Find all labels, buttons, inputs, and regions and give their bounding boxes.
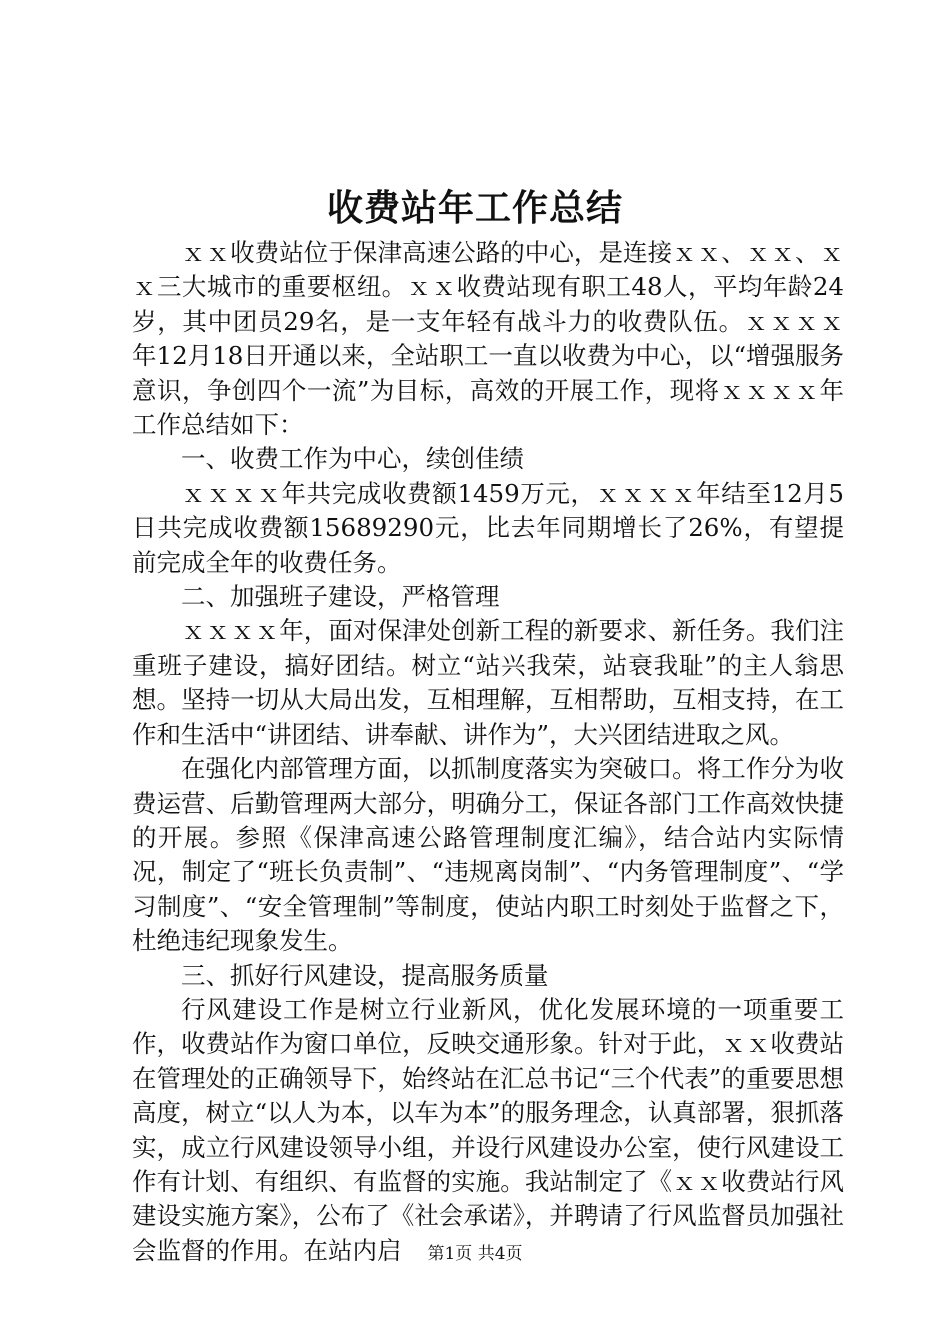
paragraph-service-quality: 行风建设工作是树立行业新风，优化发展环境的一项重要工作，收费站作为窗口单位，反映交通形象。针对于此，ｘｘ收费站在管理处的正确领导下，始终站在汇总书记“三个代表”的重要思想高度，树立“以人为本，以车为本”的服务理念，认真部署，狠抓落实，成立行风建设领导小组，并设行风建设办公室，使行风建设工作有计划、有组织、有监督的实施。我站制定了《ｘｘ收费站行风建设实施方案》，公布了《社会承诺》，并聘请了行风监督员加强社会监督的作用。在站内启 [132, 994, 844, 1265]
paragraph-intro: ｘｘ收费站位于保津高速公路的中心，是连接ｘｘ、ｘｘ、ｘｘ三大城市的重要枢纽。ｘｘ收费站现有职工48人，平均年龄24岁，其中团员29名，是一支年轻有战斗力的收费队伍。ｘｘｘｘ年12月18日开通以来，全站职工一直以收费为中心，以“增强服务意识，争创四个一流”为目标，高效的开展工作，现将ｘｘｘｘ年工作总结如下： [132, 238, 844, 440]
document-body [132, 236, 844, 1268]
paragraph-internal-management: 在强化内部管理方面，以抓制度落实为突破口。将工作分为收费运营、后勤管理两大部分，明确分工，保证各部门工作高效快捷的开展。参照《保津高速公路管理制度汇编》，结合站内实际情况，制定了“班长负责制”、“违规离岗制”、“内务管理制度”、“学习制度”、“安全管理制”等制度，使站内职工时刻处于监督之下，杜绝违纪现象发生。 [132, 754, 844, 956]
page-number-footer: 第1页 共4页 [427, 1244, 523, 1264]
section-heading-3: 三、抓好行风建设，提高服务质量 [181, 960, 549, 990]
section-heading-1: 一、收费工作为中心，续创佳绩 [181, 444, 524, 474]
paragraph-team-building: ｘｘｘｘ年，面对保津处创新工程的新要求、新任务。我们注重班子建设，搞好团结。树立“站兴我荣，站衰我耻”的主人翁思想。坚持一切从大局出发，互相理解，互相帮助，互相支持，在工作和生活中“讲团结、讲奉献、讲作为”，大兴团结进取之风。 [132, 616, 844, 749]
section-heading-2: 二、加强班子建设，严格管理 [181, 582, 500, 612]
document-title: 收费站年工作总结 [326, 187, 623, 229]
paragraph-fee-collection: ｘｘｘｘ年共完成收费额1459万元，ｘｘｘｘ年结至12月5日共完成收费额15689290元，比去年同期增长了26%，有望提前完成全年的收费任务。 [132, 478, 844, 577]
